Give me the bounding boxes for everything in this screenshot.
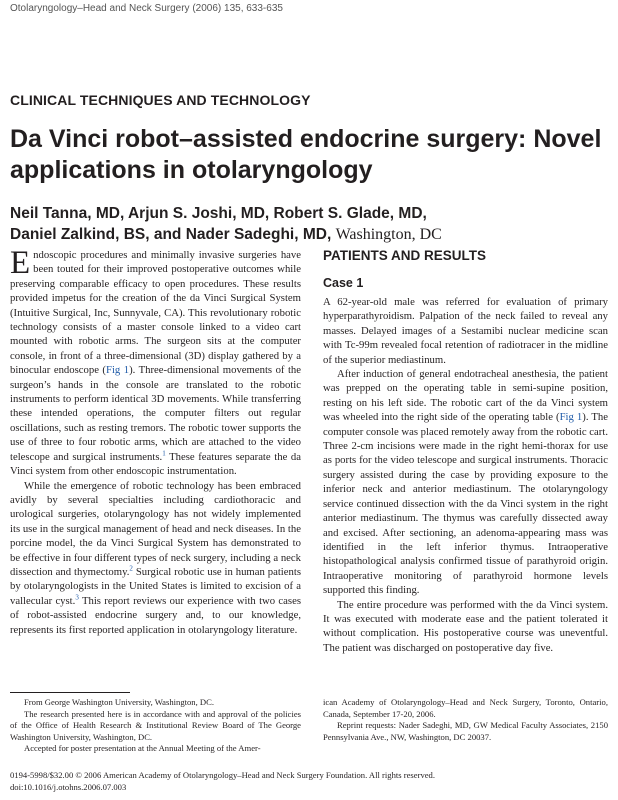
intro-paragraph-1 [10, 245, 302, 479]
author-line-1: Neil Tanna, MD, Arjun S. Joshi, MD, Robert S. Glade, MD, [10, 205, 427, 222]
footnote-presentation-b: ican Academy of Otolaryngology–Head and Neck Surgery, Toronto, Ontario, Canada, September 17-20, 2006. [323, 697, 608, 719]
drop-cap: E [10, 245, 31, 281]
footnotes-right [323, 697, 608, 743]
intro-p2-text-a: While the emergence of robotic technology has been embraced avidly by several specialties including cardiothoracic and urological surgeries, otolaryngology has not widely implemented its use in the surgical management of head and neck diseases. In the porcine model, the da Vinci Surgical System has demonstrated to be effective in four different types of neck surgery, including a neck dissection and thymectomy. [10, 479, 301, 578]
article-title: Da Vinci robot–assisted endocrine surgery: Novel applications in otolaryngology [10, 125, 602, 184]
author-line-2 [10, 224, 610, 245]
footnote-reprint: Reprint requests: Nader Sadeghi, MD, GW Medical Faculty Associates, 2150 Pennsylvania Ave., NW, Washington, DC 20037. [323, 720, 608, 742]
results-p2-text-a: After induction of general endotracheal anesthesia, the patient was prepped on the operating table in semi-supine position, resting on his left side. The robotic cart of the da Vinci system was wheeled into the right side of the operating table ( [323, 368, 608, 424]
footnote-divider [10, 692, 130, 693]
ref-2-link[interactable]: 2 [129, 564, 133, 573]
results-column [323, 295, 608, 655]
fig-1-link-2[interactable]: Fig 1 [559, 411, 583, 424]
section-label: CLINICAL TECHNIQUES AND TECHNOLOGY [10, 92, 311, 108]
results-paragraph-1: A 62-year-old male was referred for evaluation of primary hyperparathyroidism. Palpation of the neck failed to reveal any masses. Delayed images of a Sestamibi nuclear medicine scan with Tc-99m revealed focal retention of radiotracer in the midline of the superior mediastinum. [323, 296, 608, 366]
footnote-irb: The research presented here is in accordance with and approval of the policies of the Office of Health Research & Institutional Review Board of The George Washington University, Washington, DC. [10, 708, 301, 742]
footnotes-left [10, 697, 301, 755]
intro-p2-text-b: Surgical robotic use in human patients by otolaryngologists in the United States is limited to excision of a vallecular cyst. [10, 565, 301, 607]
doi-line: doi:10.1016/j.otohns.2006.07.003 [10, 781, 127, 792]
intro-column [10, 245, 302, 637]
results-p2-text-b: ). The computer console was placed remotely away from the robotic cart. Three 2-cm incisions were made in the right hemi-thorax for use as ports for the video telescope and surgical instruments. Thoracic surgery assisted during the case by providing exposure to the inferior neck and anterior mediastinum. The otolaryngology service continued dissection with the da Vinci system in the right anterior mediastinum. The thymus was carefully dissected away and excised. After sectioning, an adenoma-appearing mass was identified in the left inferior thymus. Intraoperative histopathological analysis confirmed tissue of parathyroid origin. Intraoperative monitoring of parathyroid hormone levels supported this finding. [323, 411, 608, 597]
footnote-affiliation: From George Washington University, Washington, DC. [24, 697, 214, 707]
ref-3-link[interactable]: 3 [75, 593, 79, 602]
ref-1-link[interactable]: 1 [162, 449, 166, 458]
author-location: Washington, DC [335, 226, 442, 243]
author-list [10, 203, 610, 245]
intro-paragraph-2 [10, 479, 301, 637]
results-paragraph-2 [323, 367, 608, 598]
results-heading: PATIENTS AND RESULTS [323, 248, 487, 263]
author-names: Daniel Zalkind, BS, and Nader Sadeghi, MD, [10, 226, 332, 243]
case-1-heading: Case 1 [323, 276, 364, 290]
fig-1-link[interactable]: Fig 1 [106, 364, 130, 377]
results-paragraph-3: The entire procedure was performed with the da Vinci system. It was executed with moderate ease and the patient tolerated it without complication. His postoperative course was uneventful. The patient was discharged on postoperative day five. [323, 598, 608, 654]
intro-p1-text-b: ). Three-dimensional movements of the surgeon’s hands in the console are translated to the robotic instruments to perform identical 3D movements. While transferring these intended operations, the computer filters out regular oscillations, such as resting tremors. The robotic tower supports the use of three to four robotic arms, which are attached to the video telescope and surgical instruments. [10, 364, 302, 463]
footnote-presentation-a: Accepted for poster presentation at the Annual Meeting of the Amer- [24, 743, 261, 754]
journal-citation: Otolaryngology–Head and Neck Surgery (2006) 135, 633-635 [10, 3, 283, 14]
page-footer [10, 770, 435, 793]
intro-p1-text-c: These features separate the da Vinci system from other endoscopic instrumentation. [10, 450, 302, 478]
copyright-line: 0194-5998/$32.00 © 2006 American Academy of Otolaryngology–Head and Neck Surgery Foundation. All rights reserved. [10, 770, 435, 780]
intro-p2-text-c: This report reviews our experience with two cases of robot-assisted endocrine surgery and, to our knowledge, represents its first reported application in otolaryngology literature. [10, 594, 301, 636]
intro-p1-text-a: ndoscopic procedures and minimally invasive surgeries have been touted for their improved postoperative outcomes while preserving comparable efficacy to open procedures. These results provided impetus for the creation of the da Vinci Surgical System (Intuitive Surgical, Inc, Sunnyvale, CA). This revolutionary robotic technology consists of a master console linked to a video cart mounted with robotic arms. The surgeon sits at the computer console, in front of a three-dimensional (3D) display gathered by a binocular endoscope ( [10, 249, 301, 377]
